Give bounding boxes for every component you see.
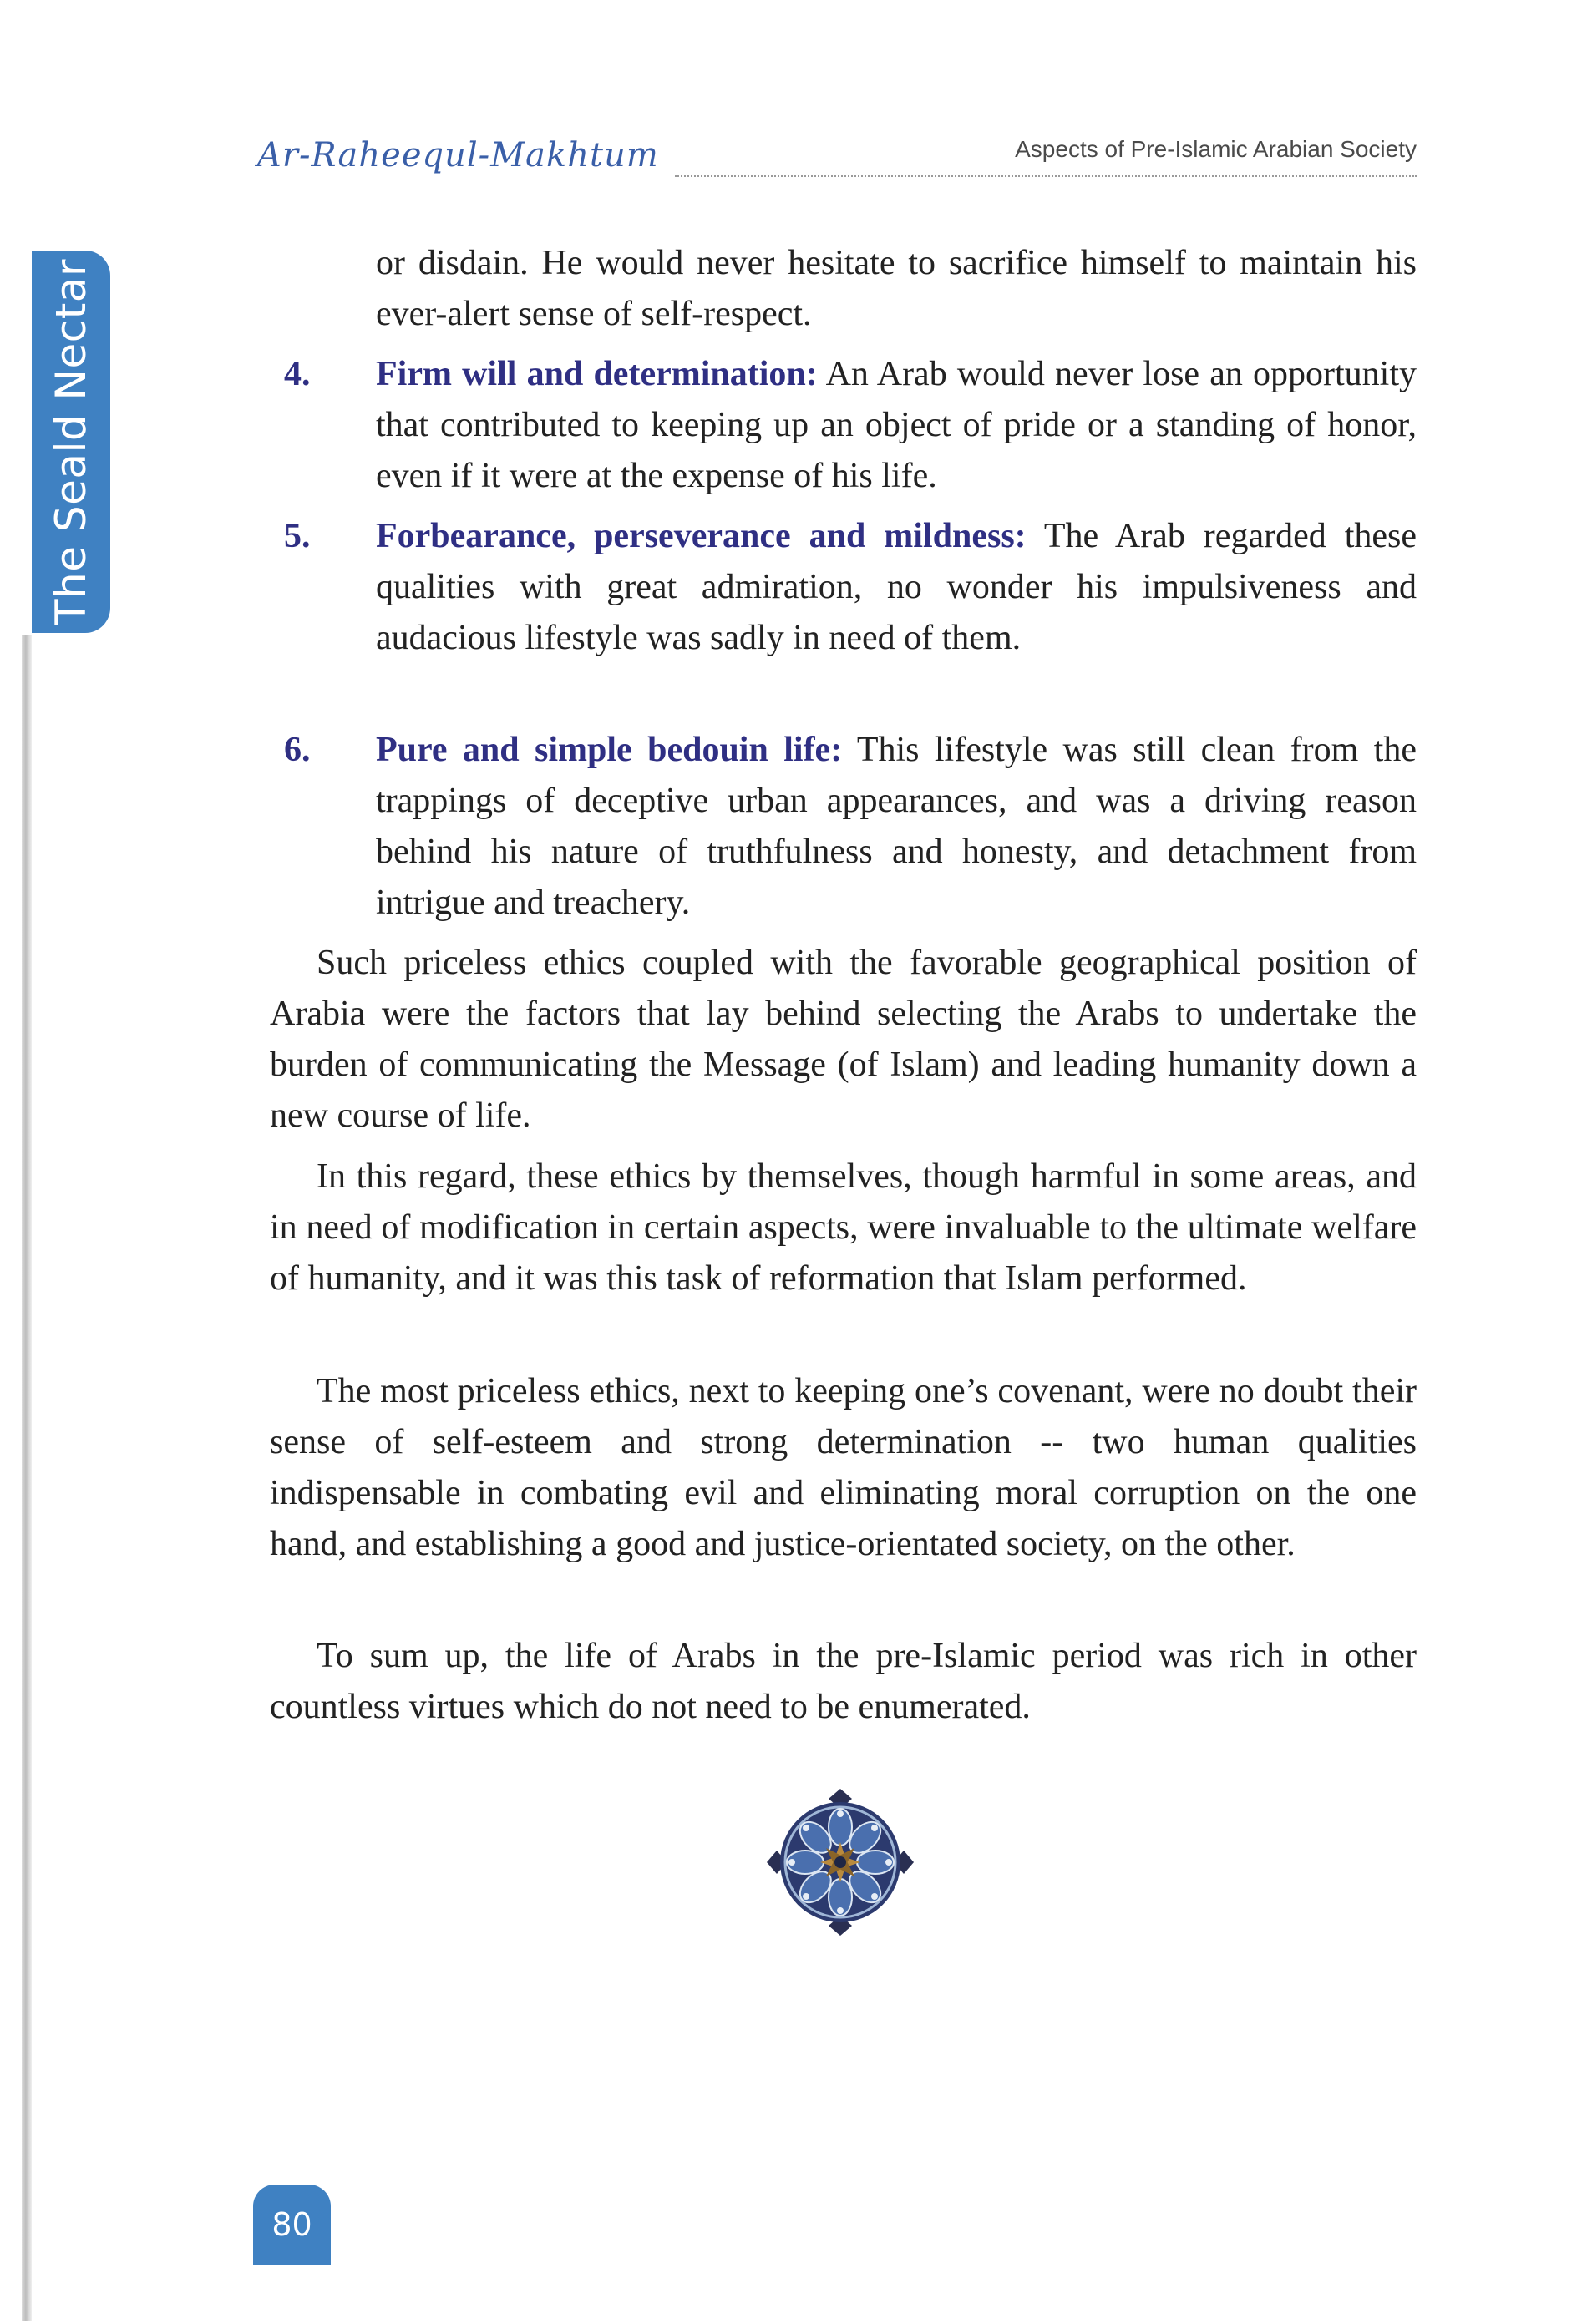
body-paragraph: Such priceless ethics coupled with the favorable geographical position of Arabia were the factors that lay behind selecting the Arabs to undertake the burden of communicating the Message (of Islam) and leading humanity down a new course of life. [270, 944, 1417, 1135]
body-paragraph: In this regard, these ethics by themselves, though harmful in some areas, and in need of modification in certain aspects, were invaluable to the ultimate welfare of humanity, and it was this task of reformation that Islam performed. [270, 1157, 1417, 1298]
list-item [284, 349, 1417, 502]
body-paragraph: The most priceless ethics, next to keeping one’s covenant, were no doubt their sense of self-esteem and strong determination -- two human qualities indispensable in combating evil and eliminating moral corruption on the one hand, and establishing a good and justice-orientated society, on the other. [270, 1372, 1417, 1563]
continued-paragraph: or disdain. He would never hesitate to sacrifice himself to maintain his ever-alert sense of self-respect. [376, 244, 1417, 333]
list-description: This lifestyle was still clean from the trappings of deceptive urban appearances, and was a driving reason behind his nature of truthfulness and honesty, and detachment from intrigue and treachery. [376, 731, 1417, 922]
list-description: The Arab regarded these qualities with great admiration, no wonder his impulsiveness and audacious lifestyle was sadly in need of them. [376, 517, 1417, 657]
list-item [284, 725, 1417, 929]
list-number: 5. [284, 517, 311, 555]
list-text [376, 511, 1417, 664]
body-paragraph: To sum up, the life of Arabs in the pre-Islamic period was rich in other countless virtues which do not need to be enumerated. [270, 1637, 1417, 1726]
page-edge-shadow [22, 635, 32, 2321]
header-section-title: Aspects of Pre-Islamic Arabian Society [1015, 136, 1417, 162]
list-description: An Arab would never lose an opportunity that contributed to keeping up an object of pride or a standing of honor, even if it were at the expense of his life. [376, 355, 1417, 495]
islamic-rosette-ornament-icon [765, 1787, 915, 1937]
list-text [376, 725, 1417, 929]
list-text [376, 349, 1417, 502]
side-tab-label: The Seald Nectar [47, 258, 95, 625]
list-item [284, 511, 1417, 664]
list-number: 4. [284, 355, 311, 393]
header-dotted-rule [675, 175, 1417, 177]
list-term: Firm will and determination: [376, 355, 818, 393]
header-brand: Ar-Raheequl-Makhtum [257, 136, 659, 175]
list-number: 6. [284, 731, 311, 769]
list-term: Pure and simple bedouin life: [376, 731, 843, 769]
list-term: Forbearance, perseverance and mildness: [376, 517, 1027, 555]
page-number: 80 [271, 2206, 312, 2243]
page-number-badge [253, 2185, 331, 2265]
